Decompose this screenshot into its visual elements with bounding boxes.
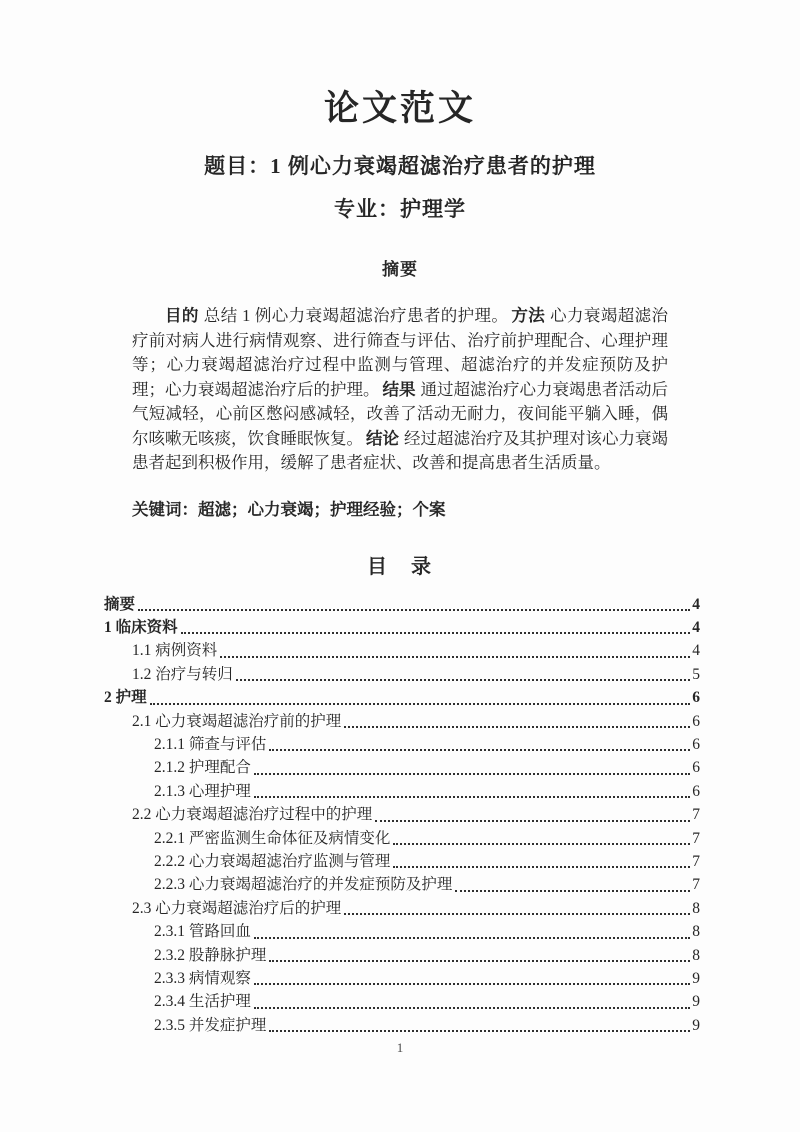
dot-leader [181,632,691,634]
toc-entry-label: 2.2.3 心力衰竭超滤治疗的并发症预防及护理 [154,876,453,894]
toc-entry-1-2 [104,663,700,686]
dot-leader [254,773,690,775]
abstract-text-results: 通过超滤治疗心力衰竭患者活动后气短减轻，心前区憋闷感减轻，改善了活动无耐力，夜间能平躺入睡，偶尔咳嗽无咳痰，饮食睡眠恢复。 [132,379,668,448]
toc-entry-page: 7 [692,852,700,870]
toc-entry-2-1-3 [104,780,700,803]
toc-entry-label: 2.2.1 严密监测生命体征及病情变化 [154,829,391,847]
toc-entry-page: 6 [692,735,700,753]
dot-leader [393,866,690,868]
toc-entry-label: 2.2.2 心力衰竭超滤治疗监测与管理 [154,852,391,870]
toc-entry-label: 1.1 病例资料 [132,642,218,660]
toc-entry-label: 2.3 心力衰竭超滤治疗后的护理 [132,899,342,917]
toc-entry-page: 4 [692,595,700,613]
toc-entry-page: 7 [692,806,700,824]
dot-leader [269,960,690,962]
toc-entry-label: 2.3.1 管路回血 [154,923,251,941]
dot-leader [254,937,690,939]
toc-entry-2-2 [104,803,700,826]
toc-entry-label: 摘要 [104,595,136,613]
toc-entry-2-3-5 [104,1014,700,1037]
toc-entry-2-1-2 [104,756,700,779]
thesis-major-line: 专业：护理学 [334,197,466,221]
dot-leader [138,609,690,611]
toc-entry-label: 2.2 心力衰竭超滤治疗过程中的护理 [132,806,373,824]
toc-entry-page: 4 [692,642,700,660]
toc-entry-label: 2 护理 [104,689,147,707]
toc-entry-page: 9 [692,970,700,987]
keywords-line [132,498,668,522]
abstract-text-conclusion: 经过超滤治疗及其护理对该心力衰竭患者起到积极作用，缓解了患者症状、改善和提高患者生活质量。 [132,428,668,472]
toc-entry-page: 8 [692,946,700,964]
abstract-text-objective: 总结 1 例心力衰竭超滤治疗患者的护理。 [203,306,509,325]
toc-entry-page: 6 [692,782,700,800]
toc-entry-2-1-1 [104,733,700,756]
toc-entry-label: 2.1.3 心理护理 [154,782,251,800]
dot-leader [375,820,690,822]
toc-entry-2-3-2 [104,944,700,967]
abstract-label-objective: 目的 [165,306,199,325]
toc-entry-label: 2.3.2 股静脉护理 [154,946,267,964]
toc-entry-label: 2.3.5 并发症护理 [154,1016,267,1034]
toc-entry-page: 9 [692,993,700,1011]
abstract-label-results: 结果 [382,379,416,399]
toc-entry-1-1 [104,639,700,662]
toc-entry-1 [104,616,700,639]
toc-entry-label: 2.1.2 护理配合 [154,759,251,777]
dot-leader [269,1030,690,1032]
toc-entry-page: 6 [692,712,700,730]
toc-heading: 目 录 [367,555,433,578]
abstract-label-conclusion: 结论 [366,428,399,448]
toc-entry-page: 8 [692,923,700,941]
toc-entry-label: 2.1.1 筛查与评估 [154,735,267,753]
dot-leader [344,913,690,915]
toc-entry-page: 6 [692,689,700,707]
toc-entry-page: 9 [692,1016,700,1034]
dot-leader [220,656,690,658]
toc-entry-2-2-3 [104,873,700,896]
toc-entry-page: 5 [692,665,700,683]
dot-leader [455,890,690,892]
toc-entry-abstract [104,593,700,616]
abstract-heading: 摘要 [382,260,418,279]
toc-entry-2-1 [104,710,700,733]
toc-entry-label: 2.1 心力衰竭超滤治疗前的护理 [132,712,342,730]
dot-leader [254,983,690,985]
toc-entry-label: 1.2 治疗与转归 [132,665,233,683]
abstract-text-methods: 心力衰竭超滤治疗前对病人进行病情观察、进行筛查与评估、治疗前护理配合、心理护理等；心力衰竭超滤治疗过程中监测与管理、超滤治疗的并发症预防及护理；心力衰竭超滤治疗后的护理。 [132,306,669,399]
keywords-value: 超滤；心力衰竭；护理经验；个案 [198,499,446,519]
page-title: 论文范文 [323,89,476,128]
toc-entry-2-3 [104,897,700,920]
toc-entry-2 [104,686,700,709]
dot-leader [393,843,690,845]
dot-leader [150,703,691,705]
toc-entry-label: 2.3.3 病情观察 [154,970,251,987]
toc-entry-2-2-1 [104,827,700,850]
toc-entry-page: 7 [692,829,700,847]
thesis-topic-line: 题目：1 例心力衰竭超滤治疗患者的护理 [204,154,596,178]
toc-entry-label: 1 临床资料 [104,618,178,636]
toc-entry-page: 7 [692,876,700,894]
dot-leader [254,1007,690,1009]
toc-entry-page: 8 [692,899,700,917]
dot-leader [254,796,690,798]
toc-entry-2-2-2 [104,850,700,873]
toc-entry-page: 4 [692,618,700,636]
toc-entry-2-3-1 [104,920,700,943]
page-number-footer: 1 [396,1040,404,1055]
toc-entry-2-3-4 [104,990,700,1013]
dot-leader [269,749,690,751]
toc-entry-2-3-3 [104,967,700,990]
abstract-segment-objective [165,306,508,325]
dot-leader [236,679,690,681]
abstract-paragraph [132,304,668,476]
toc-entry-page: 6 [692,759,700,777]
dot-leader [344,726,690,728]
keywords-label: 关键词： [132,499,198,519]
table-of-contents [104,593,700,1038]
toc-entry-label: 2.3.4 生活护理 [154,993,251,1011]
abstract-label-methods: 方法 [511,306,546,325]
